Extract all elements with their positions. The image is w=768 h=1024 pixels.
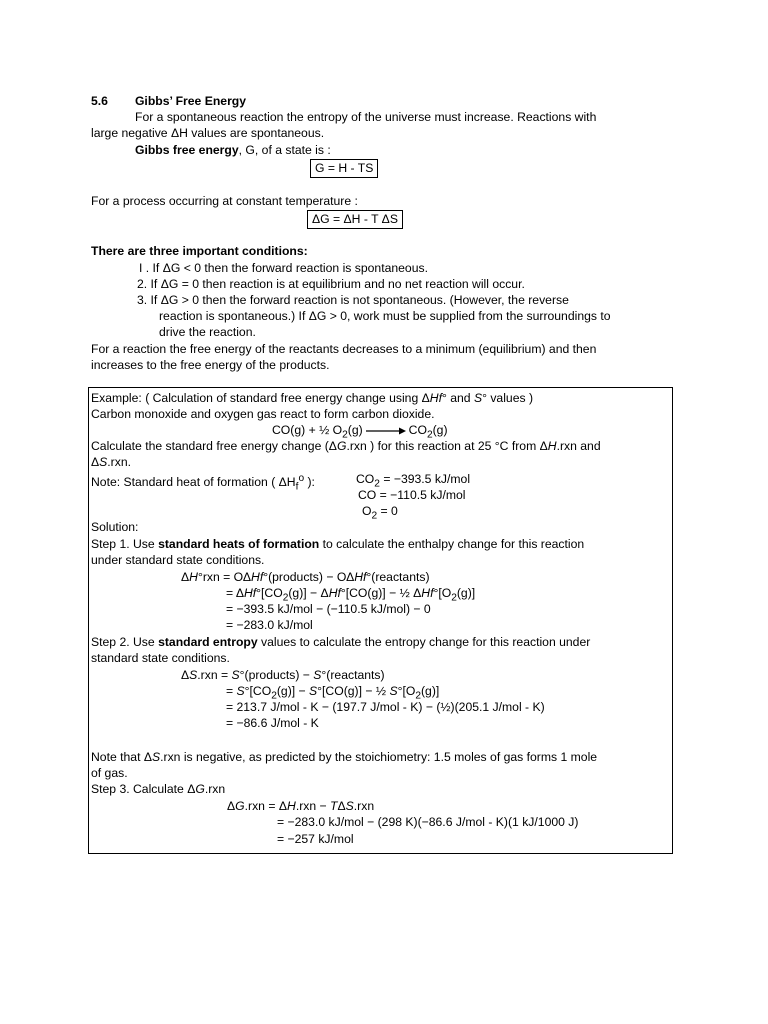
solution-label: Solution: — [91, 520, 139, 534]
equation-dg: ΔG = ΔH - T ΔS — [307, 210, 403, 229]
reaction-equation: CO(g) + ½ $O_2(g)$ $CO_2(g)$ — [272, 423, 448, 441]
closing-line-1: For a reaction the free energy of the reactants decreases to a minimum (equilibrium) and then — [91, 342, 597, 356]
section-title: Gibbs’ Free Energy — [134, 94, 247, 108]
section-heading — [91, 93, 246, 109]
condition-2: 2. If ΔG = 0 then reaction is at equilibrium and no net reaction will occur. — [137, 277, 525, 291]
note-o2-value: $O_2 = 0$ — [362, 504, 398, 522]
step-3-heading: Step 3. Calculate ΔG.rxn — [91, 782, 226, 796]
enthalpy-eq-3: = −393.5 kJ/mol − (−110.5 kJ/mol) − 0 — [226, 602, 431, 616]
gibbs-definition — [135, 142, 331, 158]
note-co2-value: $CO_2 = -393.5$ kJ/mol — [356, 472, 471, 490]
entropy-eq-2: = $S^\circ[CO_2(g)] - S^\circ[CO(g)]$ − ½ $S^\circ[O_2(g)]$ — [226, 684, 440, 702]
gibbs-eq-3: = −257 kJ/mol — [277, 832, 354, 846]
condition-3-cont-1: reaction is spontaneous.) If ΔG > 0, work must be supplied from the surroundings to — [159, 309, 611, 323]
condition-1: I . If ΔG < 0 then the forward reaction is spontaneous. — [139, 261, 428, 275]
intro-line-1: For a spontaneous reaction the entropy of the universe must increase. Reactions with — [135, 110, 597, 124]
enthalpy-eq-4: = −283.0 kJ/mol — [226, 618, 313, 632]
example-problem: Carbon monoxide and oxygen gas react to form carbon dioxide. — [91, 407, 435, 421]
gibbs-eq-2: = −283.0 kJ/mol − (298 K)(−86.6 J/mol - K)(1 kJ/1000 J) — [277, 815, 579, 829]
conditions-heading: There are three important conditions: — [91, 244, 308, 258]
gibbs-eq-1: ΔG.rxn = ΔH.rxn − TΔS.rxn — [227, 799, 375, 813]
question-line-2: ΔS.rxn. — [91, 455, 131, 469]
enthalpy-eq-1: ΔH°rxn = ΟΔHf°(products) − ΟΔHf°(reactants) — [181, 570, 430, 584]
condition-3-cont-2: drive the reaction. — [159, 325, 256, 339]
question-line-1: Calculate the standard free energy change (ΔG.rxn ) for this reaction at 25 °C from ΔH.rxn and — [91, 439, 601, 453]
condition-3: 3. If ΔG > 0 then the forward reaction is not spontaneous. (However, the reverse — [137, 293, 569, 307]
gibbs-def-rest: , G, of a state is : — [238, 143, 331, 157]
equation-g-h-ts: G = H - TS — [310, 159, 378, 178]
intro-line-2: large negative ΔH values are spontaneous. — [91, 126, 325, 140]
enthalpy-eq-2: = $\Delta Hf^\circ[CO_2(g)] - \Delta Hf^\circ[CO(g)]$ − ½ $\Delta Hf^\circ[O_2(g)]$ — [226, 586, 476, 604]
example-header: Example: ( Calculation of standard free energy change using ΔHf° and S° values ) — [91, 391, 534, 405]
reaction-arrow-icon — [366, 427, 406, 435]
entropy-eq-3: = 213.7 J/mol - K − (197.7 J/mol - K) − (½)(205.1 J/mol - K) — [226, 700, 545, 714]
step-2-line-2: standard state conditions. — [91, 651, 230, 665]
gibbs-term: Gibbs free energy — [135, 143, 239, 157]
note-co-value: CO = −110.5 kJ/mol — [358, 488, 466, 502]
section-number: 5.6 — [91, 94, 108, 108]
step-2-line-1: Step 2. Use standard entropy values to calculate the entropy change for this reaction under — [91, 635, 591, 649]
entropy-eq-1: ΔS.rxn = S°(products) − S°(reactants) — [181, 668, 385, 682]
note-heats-of-formation: Note: Standard heat of formation ( $\Delta H_f^o$ ): — [91, 473, 315, 493]
entropy-eq-4: = −86.6 J/mol - K — [226, 716, 319, 730]
constant-temp-text: For a process occurring at constant temperature : — [91, 194, 358, 208]
observation-line-1: Note that ΔS.rxn is negative, as predicted by the stoichiometry: 1.5 moles of gas forms 1 mole — [91, 750, 598, 764]
step-1-line-2: under standard state conditions. — [91, 553, 265, 567]
observation-line-2: of gas. — [91, 766, 128, 780]
step-1-line-1: Step 1. Use standard heats of formation to calculate the enthalpy change for this reaction — [91, 537, 585, 551]
closing-line-2: increases to the free energy of the products. — [91, 358, 330, 372]
